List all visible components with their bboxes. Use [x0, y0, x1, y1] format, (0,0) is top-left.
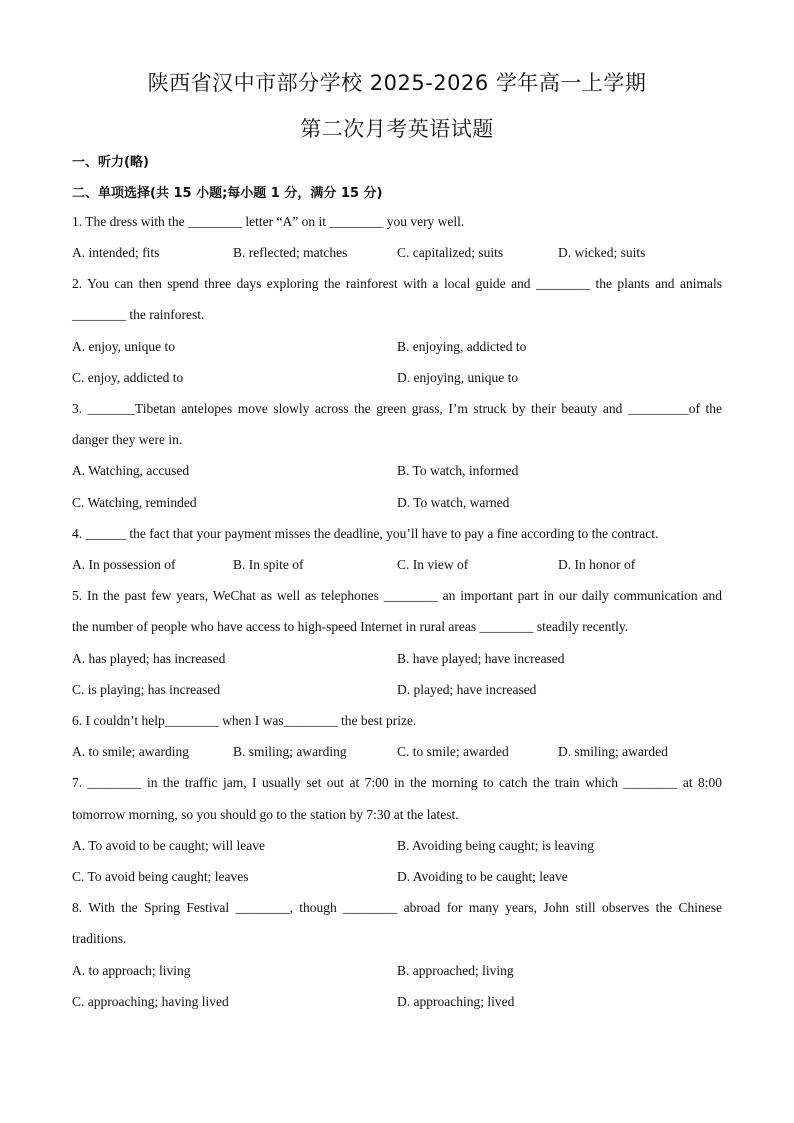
question-2-option-b: B. enjoying, addicted to — [397, 339, 527, 354]
question-7-option-c: C. To avoid being caught; leaves — [72, 869, 249, 884]
question-1-option-c: C. capitalized; suits — [397, 245, 504, 260]
question-2-option-a: A. enjoy, unique to — [72, 339, 175, 354]
question-4-option-c: C. In view of — [397, 557, 469, 572]
question-1-stem: 1. The dress with the ________ letter “A” on it ________ you very well. — [72, 214, 465, 229]
question-7-option-b: B. Avoiding being caught; is leaving — [397, 838, 594, 853]
question-8-option-d: D. approaching; lived — [397, 994, 515, 1009]
question-6-option-d: D. smiling; awarded — [558, 744, 668, 759]
question-7-stem-cont: tomorrow morning, so you should go to the station by 7:30 at the latest. — [72, 807, 459, 822]
question-8-stem: 8. With the Spring Festival ________, though ________ abroad for many years, John still observes the Chinese — [72, 900, 722, 915]
question-6-option-a: A. to smile; awarding — [72, 744, 189, 759]
question-7-option-d: D. Avoiding to be caught; leave — [397, 869, 568, 884]
question-5-option-a: A. has played; has increased — [72, 651, 226, 666]
question-3-option-b: B. To watch, informed — [397, 463, 519, 478]
question-1-option-d: D. wicked; suits — [558, 245, 646, 260]
question-7-option-a: A. To avoid to be caught; will leave — [72, 838, 266, 853]
question-2-stem: 2. You can then spend three days exploring the rainforest with a local guide and ________ the plants and animals — [72, 276, 722, 291]
question-5-option-b: B. have played; have increased — [397, 651, 565, 666]
question-5-stem-cont: the number of people who have access to high-speed Internet in rural areas ________ steadily recently. — [72, 619, 629, 634]
question-8-option-a: A. to approach; living — [72, 963, 191, 978]
question-3-stem: 3. _______Tibetan antelopes move slowly across the green grass, I’m struck by their beauty and _________of the — [72, 401, 722, 416]
question-6-stem: 6. I couldn’t help________ when I was________ the best prize. — [72, 713, 417, 728]
question-4-stem: 4. ______ the fact that your payment misses the deadline, you’ll have to pay a fine according to the contract. — [72, 526, 659, 541]
question-1-option-b: B. reflected; matches — [233, 245, 348, 260]
question-4-option-a: A. In possession of — [72, 557, 176, 572]
exam-title-line-1: 陕西省汉中市部分学校 2025-2026 学年高一上学期 — [147, 71, 647, 95]
section-heading-single-choice: 二、单项选择(共 15 小题;每小题 1 分，满分 15 分) — [72, 186, 383, 201]
question-2-stem-cont: ________ the rainforest. — [72, 307, 205, 322]
question-4-option-b: B. In spite of — [233, 557, 304, 572]
question-5-option-c: C. is playing; has increased — [72, 682, 221, 697]
exam-title-line-2: 第二次月考英语试题 — [300, 117, 494, 141]
question-4-option-d: D. In honor of — [558, 557, 636, 572]
question-7-stem: 7. ________ in the traffic jam, I usually set out at 7:00 in the morning to catch the train which ________ at 8:00 — [72, 775, 722, 790]
question-5-option-d: D. played; have increased — [397, 682, 537, 697]
question-3-option-a: A. Watching, accused — [72, 463, 190, 478]
question-3-option-d: D. To watch, warned — [397, 495, 510, 510]
question-8-option-b: B. approached; living — [397, 963, 514, 978]
question-8-option-c: C. approaching; having lived — [72, 994, 229, 1009]
section-heading-listening: 一、听力(略) — [72, 155, 149, 170]
question-6-option-b: B. smiling; awarding — [233, 744, 347, 759]
question-6-option-c: C. to smile; awarded — [397, 744, 509, 759]
question-3-stem-cont: danger they were in. — [72, 432, 183, 447]
question-5-stem: 5. In the past few years, WeChat as well as telephones ________ an important part in our daily communication and — [72, 588, 722, 603]
question-2-option-d: D. enjoying, unique to — [397, 370, 519, 385]
question-2-option-c: C. enjoy, addicted to — [72, 370, 184, 385]
question-8-stem-cont: traditions. — [72, 931, 127, 946]
question-1-option-a: A. intended; fits — [72, 245, 160, 260]
question-3-option-c: C. Watching, reminded — [72, 495, 197, 510]
